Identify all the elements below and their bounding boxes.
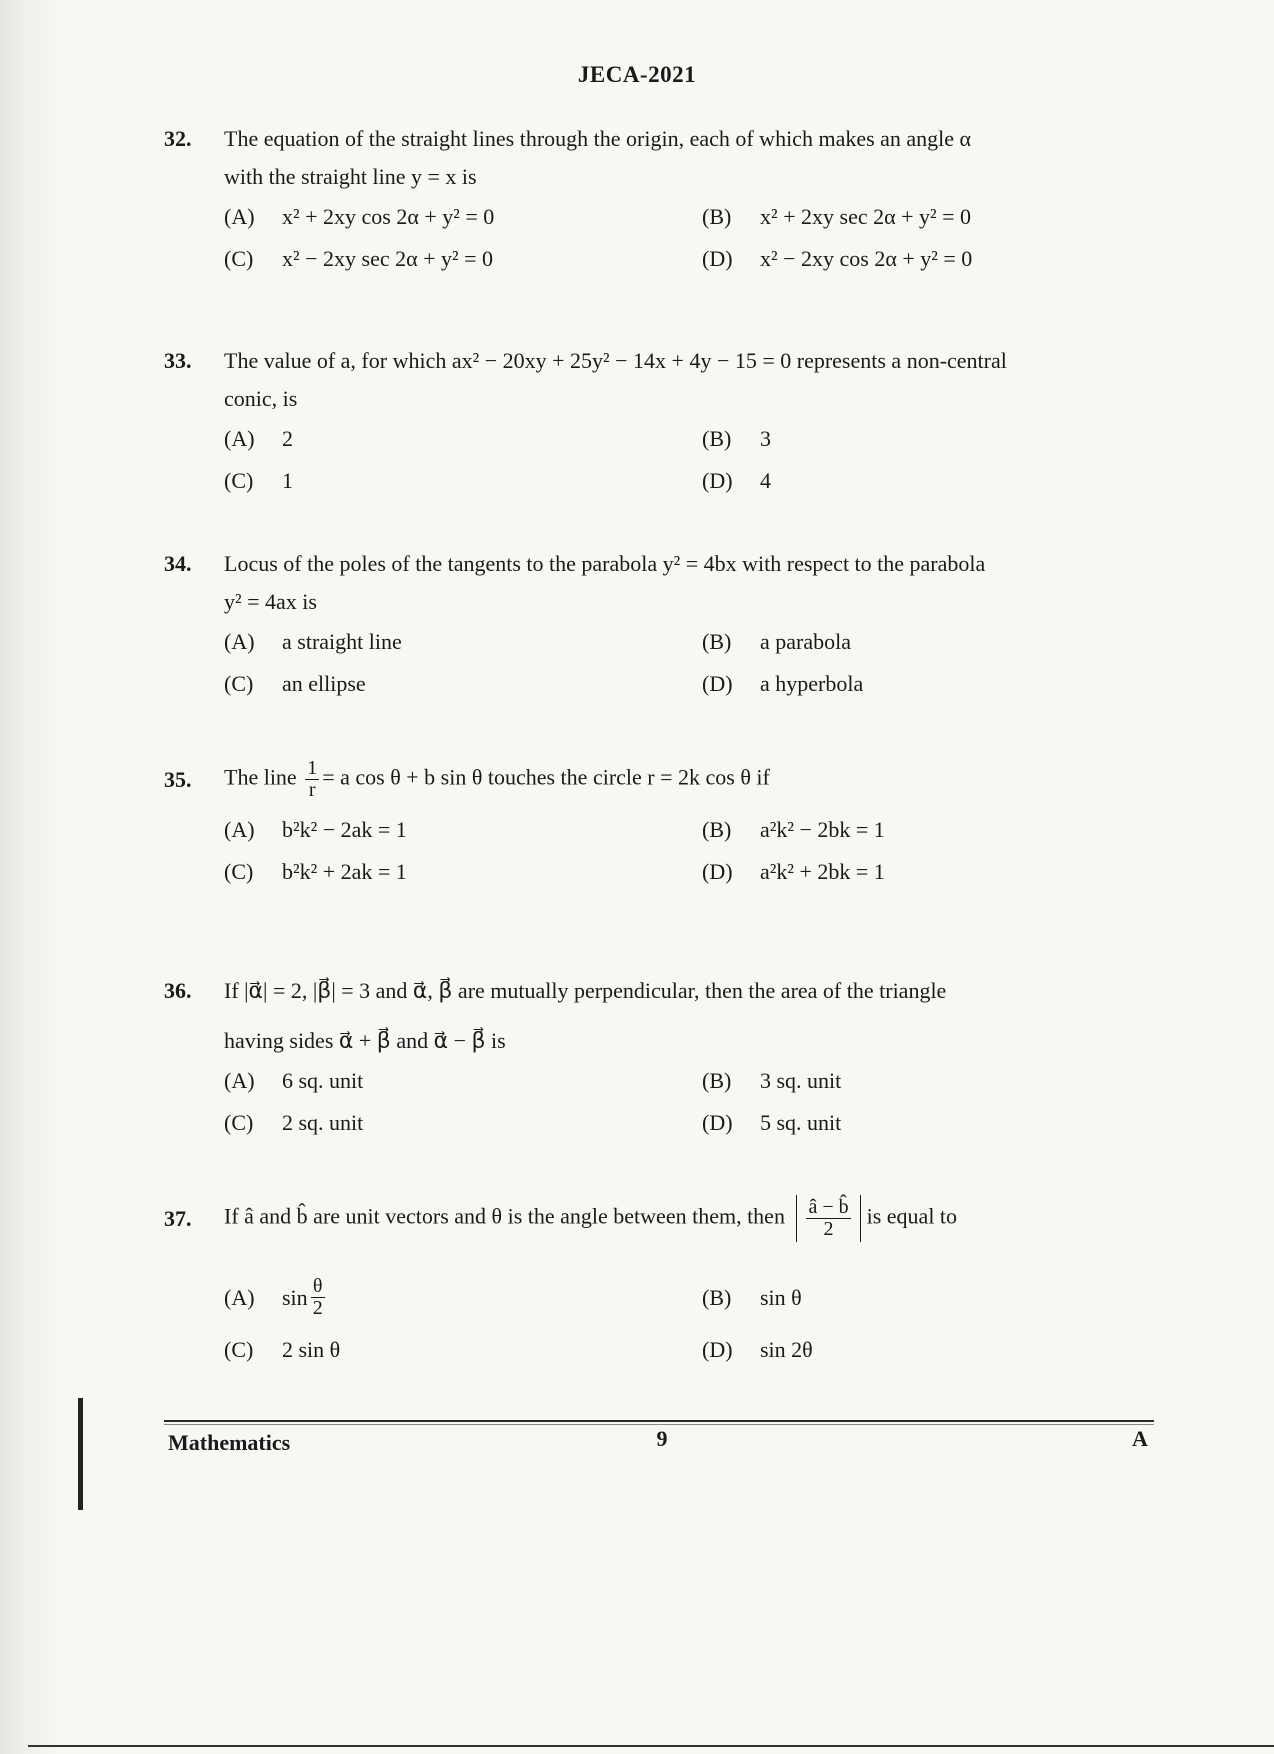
options-grid <box>164 422 1144 498</box>
option-b[interactable]: (B) 3 <box>702 426 771 451</box>
question-number: 32. <box>164 126 192 151</box>
question-33 <box>164 342 1144 498</box>
question-37 <box>164 1195 1144 1367</box>
option-d[interactable]: (D) x² − 2xy cos 2α + y² = 0 <box>702 246 973 271</box>
question-text: The value of a, for which ax² − 20xy + 25y² − 14x + 4y − 15 = 0 represents a non-central <box>224 348 1007 373</box>
question-text: If |α⃗| = 2, |β⃗| = 3 and α⃗, β⃗ are mutually perpendicular, then the area of the triangle <box>224 978 947 1003</box>
options-grid <box>164 200 1144 276</box>
option-c[interactable]: (C) 2 sin θ <box>224 1337 341 1362</box>
option-c[interactable]: (C) x² − 2xy sec 2α + y² = 0 <box>224 246 494 271</box>
option-d[interactable]: (D) 5 sq. unit <box>702 1110 842 1135</box>
fraction: $\frac{1}{r}$ <box>307 757 318 801</box>
question-text-continued: with the straight line y = x is <box>224 164 477 189</box>
footer-page-number: 9 <box>656 1426 668 1451</box>
option-b[interactable]: (B) a²k² − 2bk = 1 <box>702 817 885 842</box>
options-grid <box>164 1064 1144 1140</box>
option-c[interactable]: (C) 1 <box>224 468 293 493</box>
options-grid <box>164 625 1144 701</box>
option-b[interactable]: (B) sin θ <box>702 1284 802 1310</box>
option-d[interactable]: (D) 4 <box>702 468 771 493</box>
option-a[interactable]: (A) b²k² − 2ak = 1 <box>224 817 407 842</box>
fraction: $\frac{â - b̂}{2}$ <box>808 1196 849 1240</box>
question-36 <box>164 972 1144 1140</box>
option-b[interactable]: (B) x² + 2xy sec 2α + y² = 0 <box>702 204 972 229</box>
footer-subject: Mathematics <box>168 1430 291 1455</box>
option-a[interactable]: (A) 2 <box>224 426 293 451</box>
question-number: 33. <box>164 348 192 373</box>
fraction: $\frac{\theta}{2}$ <box>312 1275 323 1319</box>
question-text-continued: having sides α⃗ + β⃗ and α⃗ − β⃗ is <box>224 1028 506 1053</box>
question-number: 36. <box>164 978 192 1003</box>
option-a[interactable]: (A) sin $\frac{\theta}{2}$ <box>224 1275 323 1319</box>
question-text: The line $\frac{1}{r}$ = a cos θ + b sin θ touches the circle r = 2k cos θ if <box>224 757 770 801</box>
question-32 <box>164 120 1144 276</box>
option-c[interactable]: (C) an ellipse <box>224 671 366 696</box>
option-a[interactable]: (A) a straight line <box>224 629 402 654</box>
question-35 <box>164 758 1144 889</box>
option-c[interactable]: (C) b²k² + 2ak = 1 <box>224 859 407 884</box>
question-text-continued: conic, is <box>224 386 298 411</box>
option-b[interactable]: (B) a parabola <box>702 629 851 654</box>
page-header: JECA-2021 <box>577 62 697 87</box>
question-text: The equation of the straight lines through the origin, each of which makes an angle α <box>224 126 972 151</box>
absolute-value <box>796 1195 860 1242</box>
option-b[interactable]: (B) 3 sq. unit <box>702 1068 842 1093</box>
option-a[interactable]: (A) 6 sq. unit <box>224 1068 364 1093</box>
question-number: 37. <box>164 1205 192 1231</box>
footer-rule-thin <box>164 1424 1154 1425</box>
options-grid <box>164 813 1144 889</box>
option-d[interactable]: (D) sin 2θ <box>702 1337 813 1362</box>
option-c[interactable]: (C) 2 sq. unit <box>224 1110 364 1135</box>
options-grid <box>164 1276 1144 1367</box>
question-number: 35. <box>164 766 192 792</box>
footer-set-code: A <box>1132 1426 1148 1451</box>
option-d[interactable]: (D) a hyperbola <box>702 671 864 696</box>
question-text: If â and b̂ are unit vectors and θ is the angle between them, then $\frac{â - b̂}{2}$ is equal to <box>224 1196 958 1240</box>
option-a[interactable]: (A) x² + 2xy cos 2α + y² = 0 <box>224 204 495 229</box>
option-d[interactable]: (D) a²k² + 2bk = 1 <box>702 859 885 884</box>
footer-rule <box>164 1420 1154 1422</box>
question-text-continued: y² = 4ax is <box>224 589 317 614</box>
question-34 <box>164 545 1144 701</box>
question-text: Locus of the poles of the tangents to the parabola y² = 4bx with respect to the parabola <box>224 551 986 576</box>
question-number: 34. <box>164 551 192 576</box>
